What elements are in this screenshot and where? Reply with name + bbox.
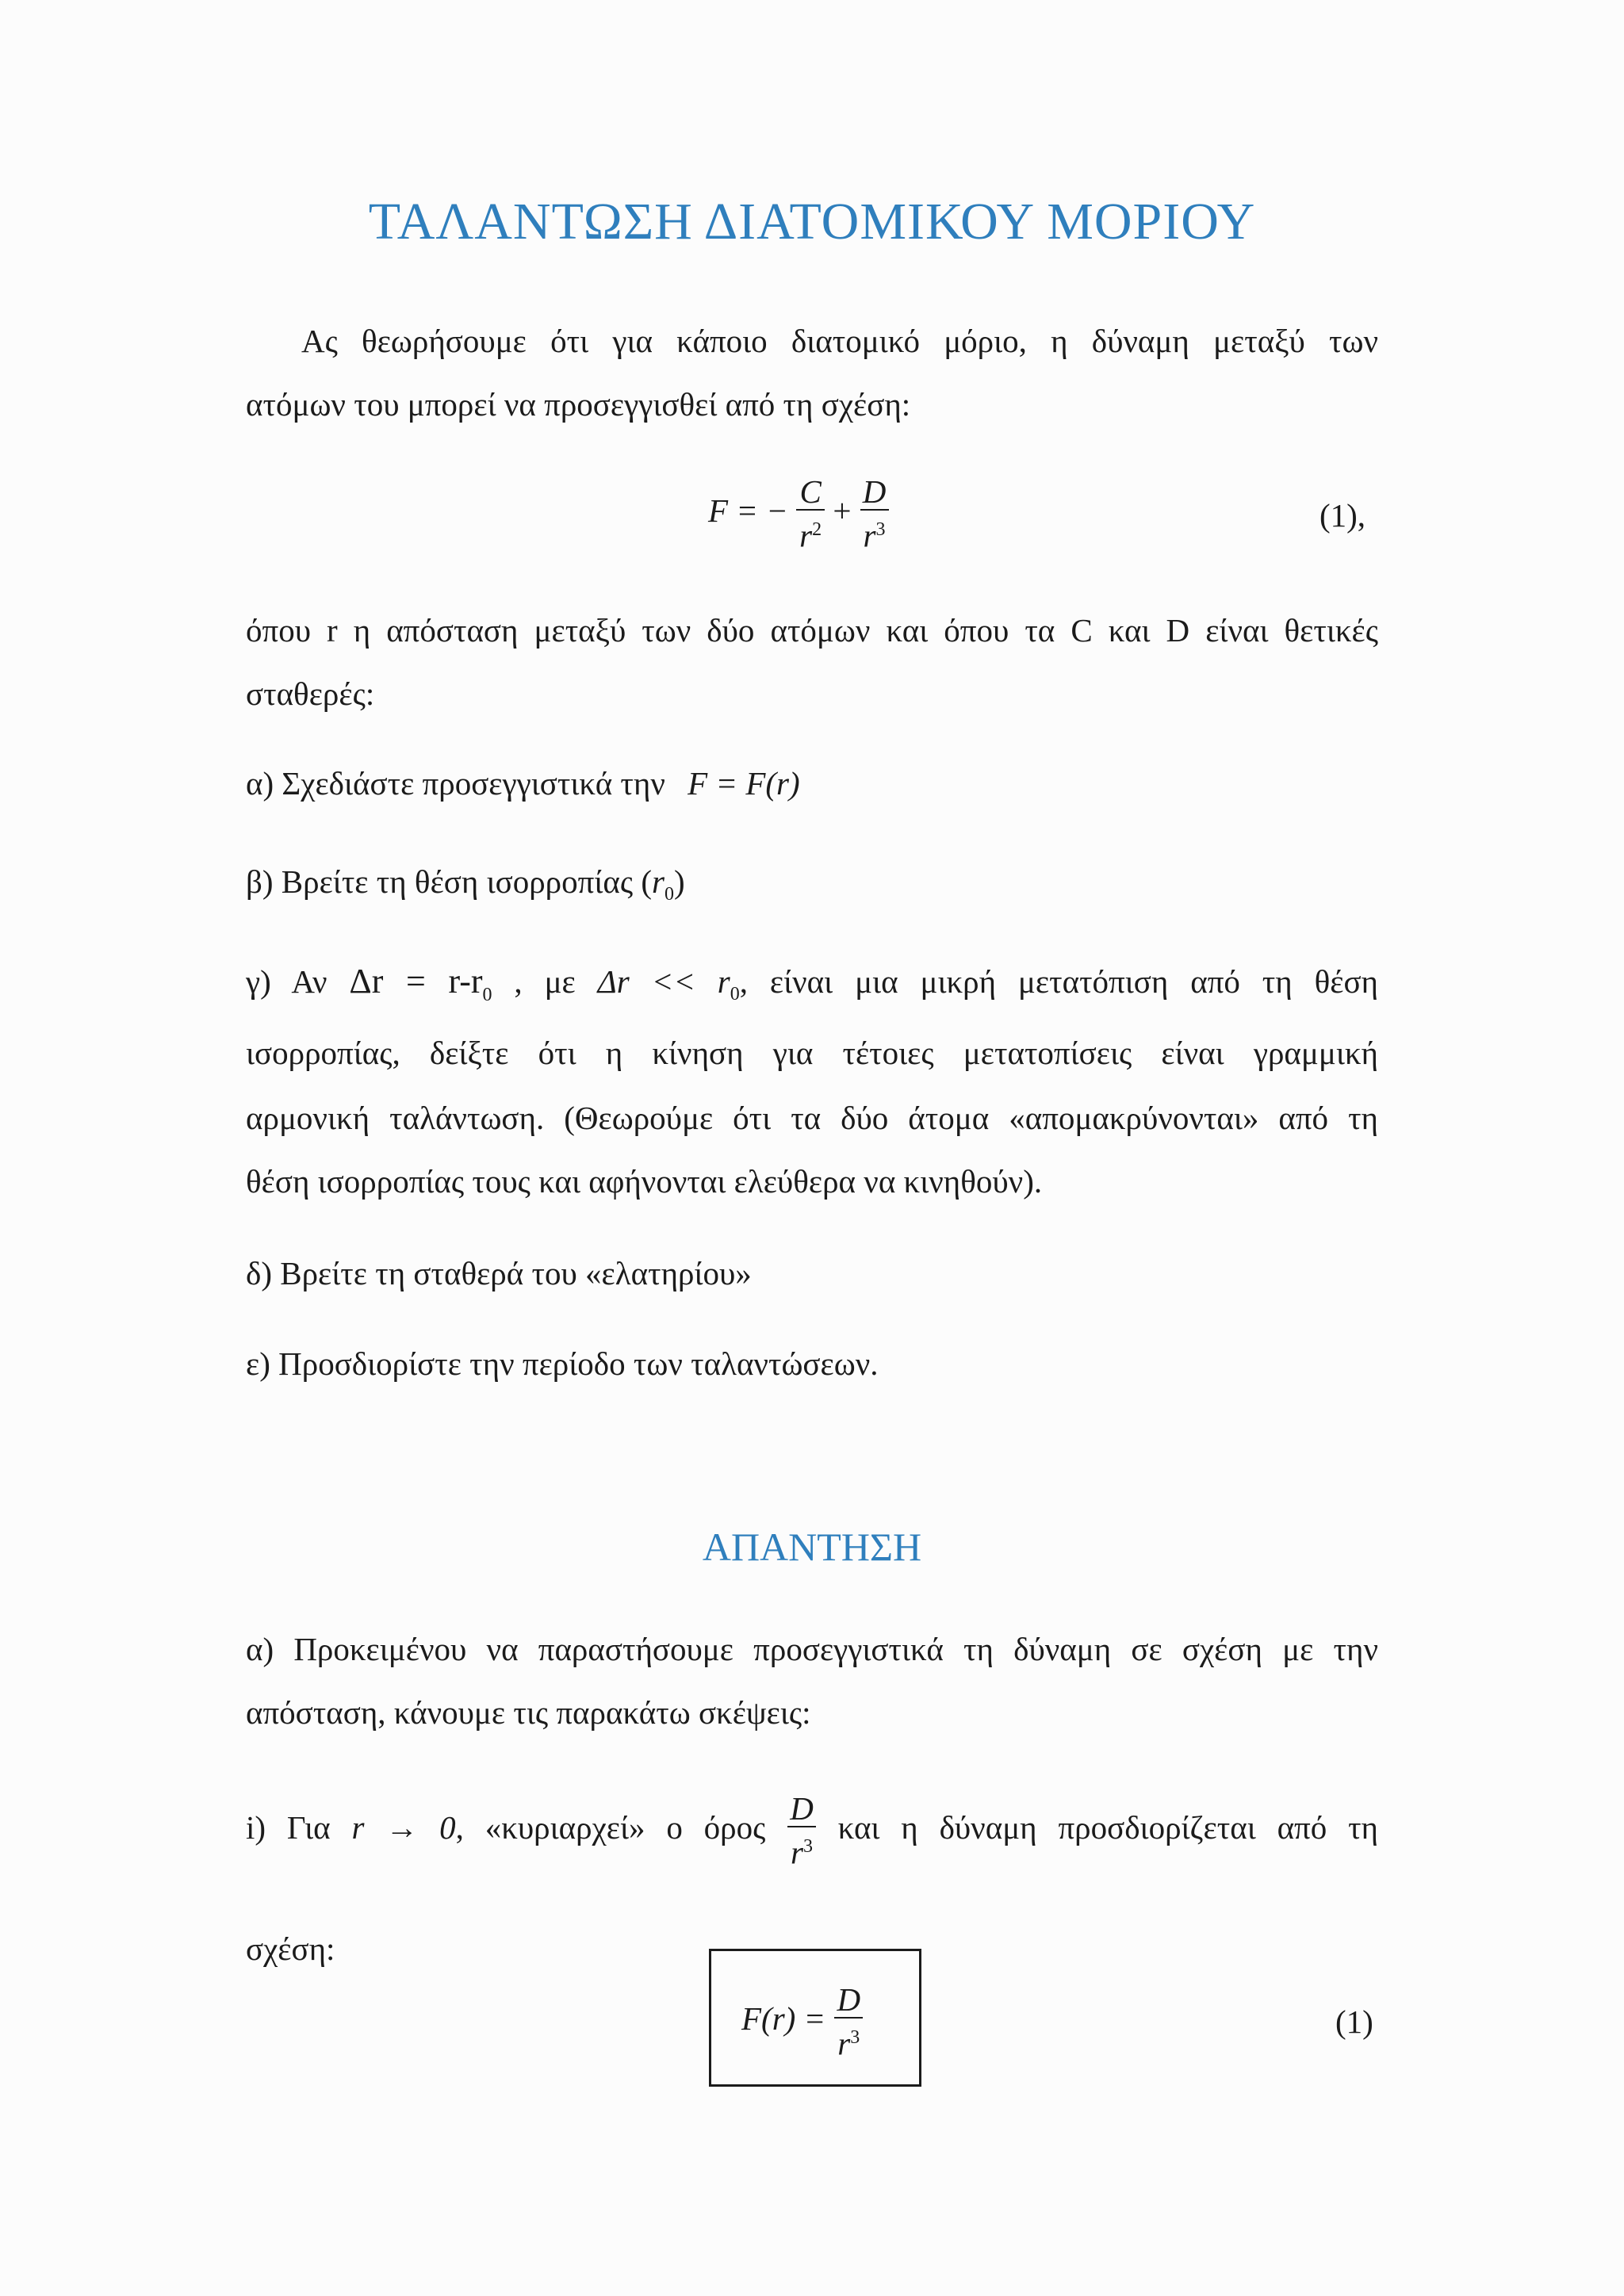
item-c-line-3: αρμονική ταλάντωση. (Θεωρούμε ότι τα δύο άτομα «απομακρύνονται» από τη xyxy=(246,1100,1378,1136)
fraction-numerator: D xyxy=(862,473,887,510)
equation-2 xyxy=(741,1982,864,2063)
item-a-text: α) Σχεδιάστε προσεγγιστικά την xyxy=(246,765,665,802)
den-exponent: 3 xyxy=(850,2027,860,2048)
plus-sign: + xyxy=(833,492,852,530)
fraction-c-over-r2 xyxy=(796,474,825,555)
item-c-me: , με xyxy=(514,963,576,1000)
fraction-numerator: D xyxy=(790,1789,814,1827)
item-d: δ) Βρείτε τη σταθερά του «ελατηρίου» xyxy=(246,1255,752,1292)
intro-line-1 xyxy=(246,317,1378,365)
item-b-text: β) Βρείτε τη θέση ισορροπίας ( xyxy=(246,863,652,900)
after-eq-line-2: σταθερές: xyxy=(246,675,375,712)
fraction-d-over-r3-boxed xyxy=(833,1982,864,2063)
item-b xyxy=(246,858,685,918)
item-c-ll: Δr << r xyxy=(597,963,730,1000)
item-c-ll-sub: 0 xyxy=(730,984,740,1005)
equation-2-lhs: F(r) = xyxy=(741,2000,826,2038)
equation-1-lhs: F = − xyxy=(708,492,788,530)
answer-i-math: r → 0 xyxy=(351,1809,456,1846)
item-b-close: ) xyxy=(673,863,685,900)
page-title: ΤΑΛΑΝΤΩΣΗ ΔΙΑΤΟΜΙΚΟΥ ΜΟΡΙΟΥ xyxy=(368,193,1256,251)
fraction-denominator xyxy=(796,509,825,555)
item-c-line-2: ισορροπίας, δείξτε ότι η κίνηση για τέτοιες μετατοπίσεις είναι γραμμική xyxy=(246,1035,1378,1071)
den-var: r xyxy=(799,517,813,554)
answer-i-prefix: i) Για xyxy=(246,1809,331,1846)
equation-2-number: (1) xyxy=(1335,2003,1373,2040)
intro-line-2: ατόμων του μπορεί να προσεγγισθεί από τη σχέση: xyxy=(246,386,911,423)
fraction-d-over-r3 xyxy=(860,474,890,555)
fraction-numerator: D xyxy=(837,1981,861,2018)
intro-text-1: Ας θεωρήσουμε ότι για κάποιο διατομικό μόριο, η δύναμη μεταξύ των xyxy=(301,323,1378,359)
item-a xyxy=(246,760,800,807)
den-exponent: 3 xyxy=(803,1835,813,1857)
equation-1 xyxy=(708,474,889,555)
den-var: r xyxy=(863,517,876,554)
fraction-denominator xyxy=(860,509,889,555)
item-e: ε) Προσδιορίστε την περίοδο των ταλαντώσεων. xyxy=(246,1345,879,1382)
answer-sxesi: σχέση: xyxy=(246,1931,335,1967)
answer-i-lead xyxy=(246,1809,765,1846)
item-a-math: F = F(r) xyxy=(688,765,800,802)
answer-i-suffix: και η δύναμη προσδιορίζεται από τη xyxy=(837,1809,1378,1846)
den-exponent: 2 xyxy=(812,519,822,540)
den-var: r xyxy=(791,1834,803,1871)
answer-i-line xyxy=(246,1784,1378,1871)
item-c-prefix: γ) Αν xyxy=(246,963,327,1000)
fraction-denominator xyxy=(834,2017,863,2063)
item-b-sub: 0 xyxy=(664,884,674,905)
fraction-d-over-r3-inline xyxy=(787,1791,817,1872)
item-b-math: r xyxy=(651,863,665,900)
fraction-numerator: C xyxy=(799,473,822,510)
item-c-line-4: θέση ισορροπίας τους και αφήνονται ελεύθερα να κινηθούν). xyxy=(246,1163,1043,1200)
item-c-line-1 xyxy=(246,958,1378,1019)
item-c-rest: , είναι μια μικρή μετατόπιση από τη θέση xyxy=(739,963,1378,1000)
item-c-delta: Δr = r-r xyxy=(349,962,483,1001)
answer-line-2: απόσταση, κάνουμε τις παρακάτω σκέψεις: xyxy=(246,1694,811,1731)
answer-i-mid: , «κυριαρχεί» ο όρος xyxy=(455,1809,766,1846)
fraction-denominator xyxy=(787,1826,816,1872)
answer-heading: ΑΠΑΝΤΗΣΗ xyxy=(702,1525,922,1569)
den-var: r xyxy=(837,2025,851,2062)
item-c-delta-sub: 0 xyxy=(482,984,492,1005)
after-eq-line-1: όπου r η απόσταση μεταξύ των δύο ατόμων και όπου τα C και D είναι θετικές xyxy=(246,612,1378,649)
answer-line-1: α) Προκειμένου να παραστήσουμε προσεγγιστικά τη δύναμη σε σχέση με την xyxy=(246,1631,1378,1667)
equation-1-number: (1), xyxy=(1320,497,1366,534)
den-exponent: 3 xyxy=(875,519,886,540)
